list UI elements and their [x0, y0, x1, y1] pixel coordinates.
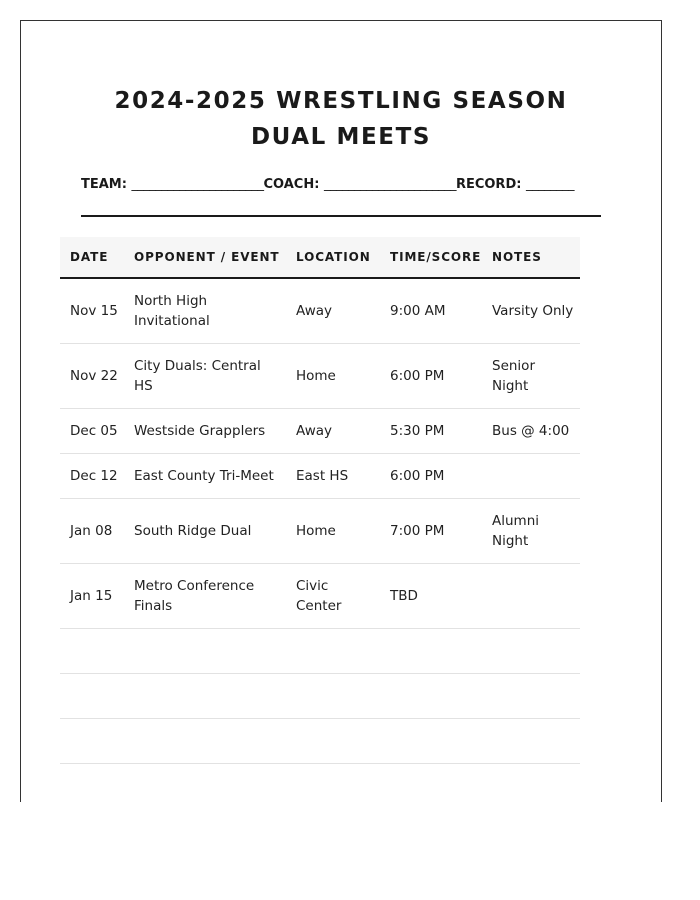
cell-location: Away — [286, 409, 380, 454]
cell-notes — [482, 629, 580, 674]
header-opponent: OPPONENT / EVENT — [124, 237, 286, 278]
header-date: DATE — [60, 237, 124, 278]
schedule-table — [60, 237, 580, 764]
cell-location — [286, 719, 380, 764]
cell-date: Nov 22 — [60, 344, 124, 409]
cell-opponent: South Ridge Dual — [124, 499, 286, 564]
cell-notes — [482, 454, 580, 499]
cell-date: Jan 08 — [60, 499, 124, 564]
table-row — [60, 499, 580, 564]
cell-notes: Varsity Only — [482, 278, 580, 344]
table-row — [60, 564, 580, 629]
team-blank: ______________________ — [131, 177, 264, 192]
table-header-row — [60, 237, 580, 278]
table-row-empty — [60, 719, 580, 764]
cell-time-score: 6:00 PM — [380, 454, 482, 499]
table-row — [60, 454, 580, 499]
cell-notes — [482, 674, 580, 719]
cell-notes: Senior Night — [482, 344, 580, 409]
cell-date — [60, 674, 124, 719]
page-title: 2024-2025 WRESTLING SEASON DUAL MEETS — [114, 88, 568, 150]
cell-date: Dec 12 — [60, 454, 124, 499]
cell-opponent: North High Invitational — [124, 278, 286, 344]
header-divider — [81, 215, 601, 217]
cell-date: Dec 05 — [60, 409, 124, 454]
cell-time-score — [380, 719, 482, 764]
cell-date: Nov 15 — [60, 278, 124, 344]
cell-notes — [482, 564, 580, 629]
cell-time-score: TBD — [380, 564, 482, 629]
record-blank: ________ — [525, 177, 574, 192]
team-label: TEAM: — [81, 177, 127, 192]
cell-date — [60, 719, 124, 764]
coach-label: COACH: — [263, 177, 320, 192]
team-info-line — [81, 175, 601, 195]
cell-location: East HS — [286, 454, 380, 499]
table-row — [60, 278, 580, 344]
header-location: LOCATION — [286, 237, 380, 278]
header-time-score: TIME/SCORE — [380, 237, 482, 278]
cell-time-score — [380, 674, 482, 719]
cell-opponent — [124, 629, 286, 674]
cell-location: Civic Center — [286, 564, 380, 629]
table-row — [60, 409, 580, 454]
cell-opponent — [124, 674, 286, 719]
coach-blank: ______________________ — [323, 177, 456, 192]
cell-location — [286, 674, 380, 719]
cell-location — [286, 629, 380, 674]
cell-time-score — [380, 629, 482, 674]
table-row-empty — [60, 674, 580, 719]
cell-opponent: East County Tri-Meet — [124, 454, 286, 499]
cell-time-score: 7:00 PM — [380, 499, 482, 564]
cell-notes: Alumni Night — [482, 499, 580, 564]
table-row-empty — [60, 629, 580, 674]
cell-notes — [482, 719, 580, 764]
header-notes: NOTES — [482, 237, 580, 278]
cell-opponent: City Duals: Central HS — [124, 344, 286, 409]
cell-time-score: 9:00 AM — [380, 278, 482, 344]
cell-time-score: 5:30 PM — [380, 409, 482, 454]
cell-opponent: Westside Grapplers — [124, 409, 286, 454]
cell-time-score: 6:00 PM — [380, 344, 482, 409]
cell-location: Home — [286, 499, 380, 564]
cell-date — [60, 629, 124, 674]
cell-opponent: Metro Conference Finals — [124, 564, 286, 629]
cell-opponent — [124, 719, 286, 764]
record-label: RECORD: — [455, 177, 522, 192]
table-row — [60, 344, 580, 409]
cell-location: Away — [286, 278, 380, 344]
cell-notes: Bus @ 4:00 — [482, 409, 580, 454]
cell-date: Jan 15 — [60, 564, 124, 629]
cell-location: Home — [286, 344, 380, 409]
